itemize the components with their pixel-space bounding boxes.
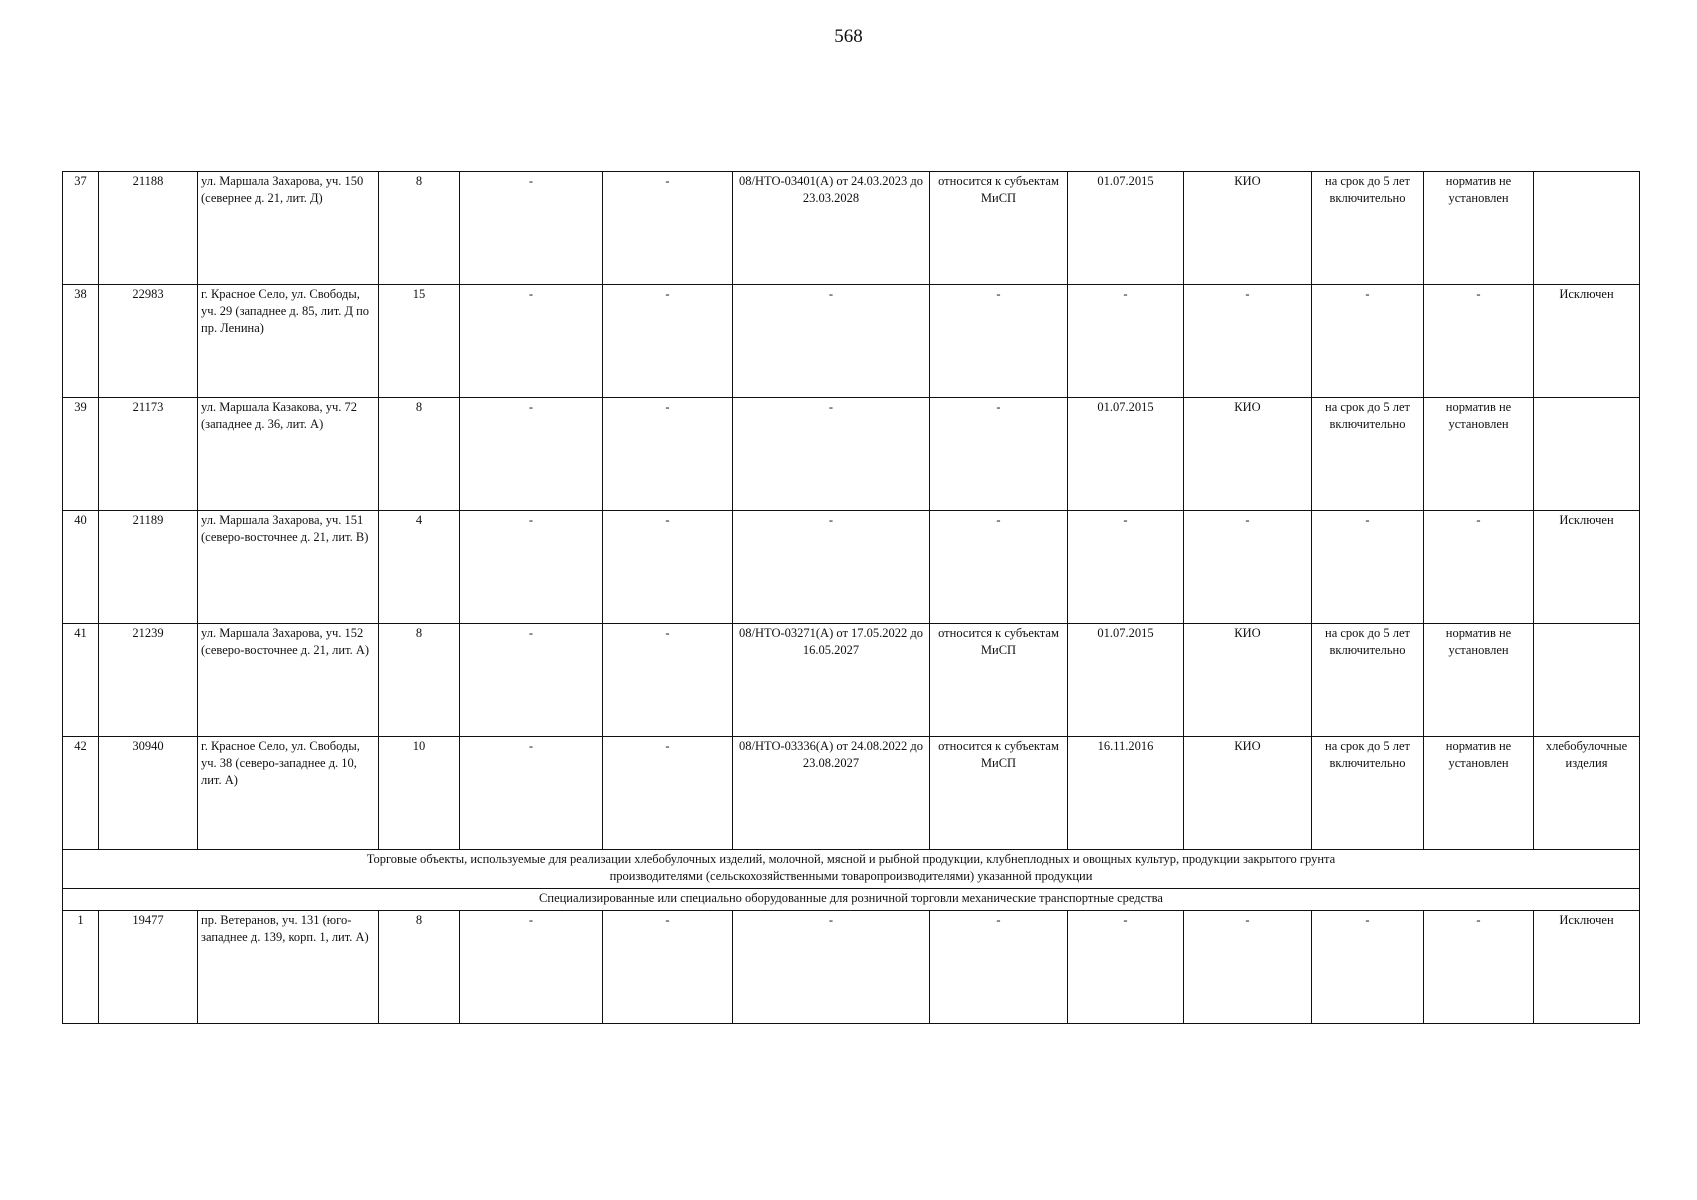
- area: 15: [379, 285, 460, 398]
- row-number: 40: [63, 511, 99, 624]
- row-number: 37: [63, 172, 99, 285]
- term: -: [1312, 285, 1424, 398]
- subsection-heading: Специализированные или специально оборудованные для розничной торговли механические транспортные средства: [539, 890, 1163, 905]
- contract: -: [733, 398, 930, 511]
- object-id: 21173: [99, 398, 198, 511]
- row-number: 39: [63, 398, 99, 511]
- object-id: 19477: [99, 910, 198, 1023]
- organization: КИО: [1184, 737, 1312, 850]
- norm: норматив не установлен: [1424, 398, 1534, 511]
- organization: КИО: [1184, 624, 1312, 737]
- subsection-heading-row: [63, 888, 1640, 910]
- column-6: -: [603, 172, 733, 285]
- address: пр. Ветеранов, уч. 131 (юго-западнее д. 139, корп. 1, лит. А): [198, 910, 379, 1023]
- note: хлебобулочные изделия: [1534, 737, 1640, 850]
- registry-table: [62, 171, 1640, 1024]
- note: [1534, 624, 1640, 737]
- table-row: [63, 172, 1640, 285]
- contract: 08/НТО-03271(А) от 17.05.2022 до 16.05.2027: [733, 624, 930, 737]
- column-5: -: [460, 624, 603, 737]
- term: на срок до 5 лет включительно: [1312, 398, 1424, 511]
- term: на срок до 5 лет включительно: [1312, 624, 1424, 737]
- column-5: -: [460, 285, 603, 398]
- row-number: 1: [63, 910, 99, 1023]
- norm: норматив не установлен: [1424, 172, 1534, 285]
- table-row: [63, 910, 1640, 1023]
- note: Исключен: [1534, 511, 1640, 624]
- row-number: 38: [63, 285, 99, 398]
- note: Исключен: [1534, 910, 1640, 1023]
- date: 01.07.2015: [1068, 398, 1184, 511]
- contract: -: [733, 910, 930, 1023]
- column-6: -: [603, 624, 733, 737]
- norm: норматив не установлен: [1424, 737, 1534, 850]
- sme-status: относится к субъектам МиСП: [930, 624, 1068, 737]
- term: -: [1312, 511, 1424, 624]
- note: [1534, 172, 1640, 285]
- column-5: -: [460, 398, 603, 511]
- organization: КИО: [1184, 172, 1312, 285]
- date: 01.07.2015: [1068, 172, 1184, 285]
- section-heading-cell: [63, 850, 1640, 889]
- column-6: -: [603, 285, 733, 398]
- object-id: 22983: [99, 285, 198, 398]
- area: 4: [379, 511, 460, 624]
- norm: норматив не установлен: [1424, 624, 1534, 737]
- contract: 08/НТО-03401(А) от 24.03.2023 до 23.03.2028: [733, 172, 930, 285]
- address: ул. Маршала Захарова, уч. 152 (северо-восточнее д. 21, лит. А): [198, 624, 379, 737]
- date: -: [1068, 910, 1184, 1023]
- area: 8: [379, 624, 460, 737]
- column-5: -: [460, 511, 603, 624]
- note: Исключен: [1534, 285, 1640, 398]
- organization: -: [1184, 285, 1312, 398]
- object-id: 21189: [99, 511, 198, 624]
- date: -: [1068, 511, 1184, 624]
- object-id: 21188: [99, 172, 198, 285]
- table-row: [63, 285, 1640, 398]
- sme-status: -: [930, 511, 1068, 624]
- norm: -: [1424, 511, 1534, 624]
- sme-status: относится к субъектам МиСП: [930, 737, 1068, 850]
- table-row: [63, 398, 1640, 511]
- column-5: -: [460, 737, 603, 850]
- norm: -: [1424, 285, 1534, 398]
- row-number: 41: [63, 624, 99, 737]
- address: г. Красное Село, ул. Свободы, уч. 29 (западнее д. 85, лит. Д по пр. Ленина): [198, 285, 379, 398]
- address: ул. Маршала Захарова, уч. 150 (севернее д. 21, лит. Д): [198, 172, 379, 285]
- object-id: 30940: [99, 737, 198, 850]
- organization: -: [1184, 511, 1312, 624]
- address: ул. Маршала Казакова, уч. 72 (западнее д. 36, лит. А): [198, 398, 379, 511]
- area: 8: [379, 910, 460, 1023]
- term: -: [1312, 910, 1424, 1023]
- contract: -: [733, 285, 930, 398]
- table-row: [63, 624, 1640, 737]
- table-row: [63, 737, 1640, 850]
- column-6: -: [603, 398, 733, 511]
- date: 16.11.2016: [1068, 737, 1184, 850]
- norm: -: [1424, 910, 1534, 1023]
- note: [1534, 398, 1640, 511]
- area: 8: [379, 172, 460, 285]
- column-5: -: [460, 910, 603, 1023]
- area: 8: [379, 398, 460, 511]
- term: на срок до 5 лет включительно: [1312, 737, 1424, 850]
- object-id: 21239: [99, 624, 198, 737]
- page-number: 568: [834, 26, 863, 47]
- column-6: -: [603, 910, 733, 1023]
- column-6: -: [603, 737, 733, 850]
- organization: -: [1184, 910, 1312, 1023]
- table-row: [63, 511, 1640, 624]
- column-5: -: [460, 172, 603, 285]
- organization: КИО: [1184, 398, 1312, 511]
- row-number: 42: [63, 737, 99, 850]
- sme-status: -: [930, 398, 1068, 511]
- section-heading: Торговые объекты, используемые для реализации хлебобулочных изделий, молочной, мясной и рыбной продукции, клубнеплодных и овощных культур, продукции закрытого грунта производителями (сельскохозяйственными товаропроизводителями) указанной продукции: [366, 852, 1336, 883]
- section-heading-row: [63, 850, 1640, 889]
- sme-status: относится к субъектам МиСП: [930, 172, 1068, 285]
- contract: -: [733, 511, 930, 624]
- contract: 08/НТО-03336(А) от 24.08.2022 до 23.08.2027: [733, 737, 930, 850]
- sme-status: -: [930, 285, 1068, 398]
- sme-status: -: [930, 910, 1068, 1023]
- date: 01.07.2015: [1068, 624, 1184, 737]
- date: -: [1068, 285, 1184, 398]
- area: 10: [379, 737, 460, 850]
- address: г. Красное Село, ул. Свободы, уч. 38 (северо-западнее д. 10, лит. А): [198, 737, 379, 850]
- subsection-heading-cell: [63, 888, 1640, 910]
- address: ул. Маршала Захарова, уч. 151 (северо-восточнее д. 21, лит. В): [198, 511, 379, 624]
- term: на срок до 5 лет включительно: [1312, 172, 1424, 285]
- column-6: -: [603, 511, 733, 624]
